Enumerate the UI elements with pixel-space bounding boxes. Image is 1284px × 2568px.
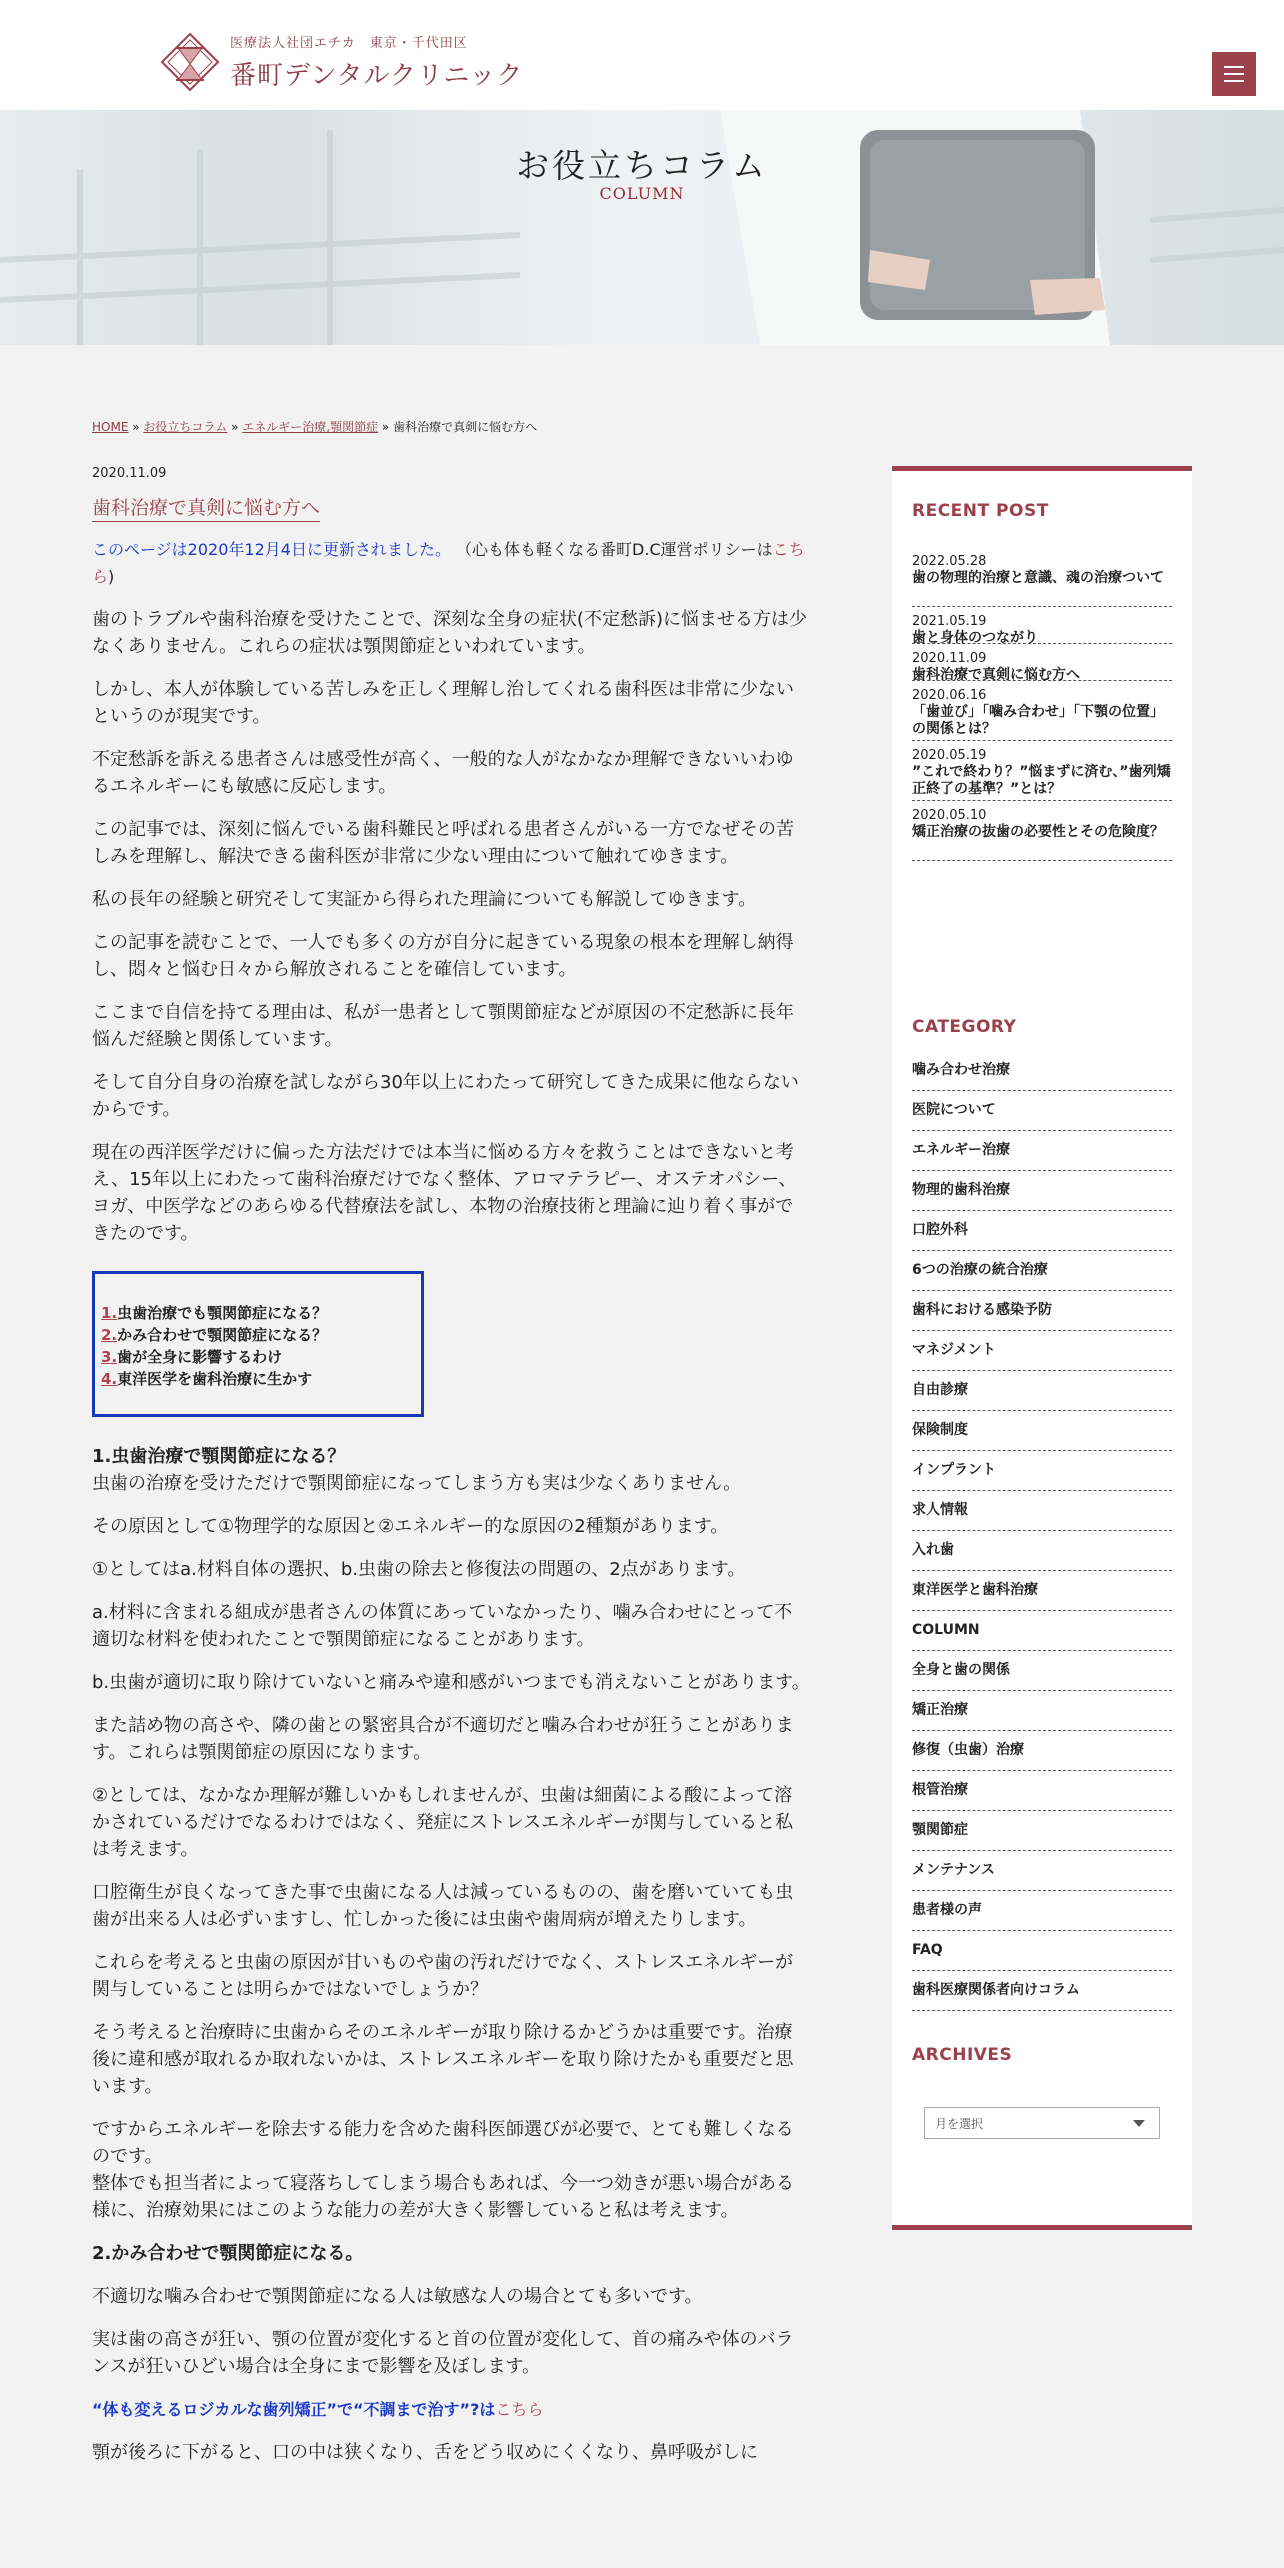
chevron-down-icon <box>1133 2120 1145 2127</box>
paragraph: 私の長年の経験と研究そして実証から得られた理論についても解説してゆきます。 <box>92 889 757 910</box>
breadcrumb <box>92 418 537 435</box>
site-header <box>0 0 1284 110</box>
breadcrumb-separator: » <box>227 420 243 434</box>
breadcrumb-separator: » <box>128 420 144 434</box>
paragraph: 顎が後ろに下がると、口の中は狭くなり、舌をどう収めにくくなり、鼻呼吸がしに <box>92 2442 758 2463</box>
update-notice <box>92 536 810 590</box>
hero-title: お役立ちコラム <box>516 146 768 185</box>
category-item[interactable]: 保険制度 <box>912 1411 1172 1451</box>
hero-subtitle: COLUMN <box>599 184 685 203</box>
policy-note-end: ) <box>108 567 115 586</box>
paragraph: 現在の西洋医学だけに偏った方法だけでは本当に悩める方々を救うことはできないと考え、15年以上にわたって歯科治療だけでなく整体、アロマテラピー、オステオパシー、ヨガ、中医学などのあらゆる代替療法を試し、本物の治療技術と理論に辿り着く事ができたのです。 <box>92 1142 797 1244</box>
category-item[interactable]: 歯科における感染予防 <box>912 1291 1172 1331</box>
paragraph: しかし、本人が体験している苦しみを正しく理解し治してくれる歯科医は非常に少ないというのが現実です。 <box>92 679 794 727</box>
article-body <box>92 536 810 2482</box>
category-item[interactable]: 入れ歯 <box>912 1531 1172 1571</box>
archives-select-value: 月を選択 <box>935 2117 984 2131</box>
related-article-text: “体も変えるロジカルな歯列矯正”で“不調まで治す”?は <box>92 2400 496 2419</box>
section-heading: 1.虫歯治療で顎関節症になる？ <box>92 1446 346 1467</box>
toc-item[interactable] <box>101 1302 415 1324</box>
paragraph: ここまで自信を持てる理由は、私が一患者として顎関節症などが原因の不定愁訴に長年悩んだ経験と関係しています。 <box>92 1002 794 1050</box>
category-item[interactable]: 歯科医療関係者向けコラム <box>912 1971 1172 2011</box>
recent-post-item[interactable] <box>912 801 1172 861</box>
recent-post-heading: RECENT POST <box>912 501 1049 521</box>
toc-number: 1. <box>101 1304 118 1322</box>
recent-post-title: 歯と身体のつながり <box>912 630 1038 646</box>
clinic-logo-icon <box>158 30 222 94</box>
paragraph: 不適切な噛み合わせで顎関節症になる人は敏感な人の場合とても多いです。 <box>92 2286 703 2307</box>
recent-post-date: 2021.05.19 <box>912 614 987 629</box>
paragraph: 歯のトラブルや歯科治療を受けたことで、深刻な全身の症状(不定愁訴)に悩ませる方は少なくありません。これらの症状は顎関節症といわれています。 <box>92 609 807 657</box>
post-title: 歯科治療で真剣に悩む方へ <box>92 493 320 522</box>
breadcrumb-separator: » <box>378 420 394 434</box>
site-logo[interactable] <box>158 30 523 94</box>
paragraph: 不定愁訴を訴える患者さんは感受性が高く、一般的な人がなかなか理解できないいわゆるエネルギーにも敏感に反応します。 <box>92 749 794 797</box>
paragraph: ②としては、なかなか理解が難しいかもしれませんが、虫歯は細菌による酸によって溶かされているだけでなるわけではなく、発症にストレスエネルギーが関与していると私は考えます。 <box>92 1785 794 1860</box>
toc-number: 4. <box>101 1370 118 1388</box>
category-item[interactable]: 医院について <box>912 1091 1172 1131</box>
category-item[interactable]: 求人情報 <box>912 1491 1172 1531</box>
logo-title: 番町デンタルクリニック <box>230 61 524 91</box>
paragraph: そして自分自身の治療を試しながら30年以上にわたって研究してきた成果に他ならないからです。 <box>92 1072 799 1120</box>
toc-text: かみ合わせで顎関節症になる？ <box>117 1326 328 1344</box>
recent-post-date: 2020.05.10 <box>912 808 987 823</box>
breadcrumb-column-link[interactable]: お役立ちコラム <box>143 420 228 434</box>
related-article-link[interactable]: こちら <box>495 2400 544 2419</box>
recent-post-title: 「歯並び」「噛み合わせ」「下顎の位置」の関係とは？ <box>912 704 1164 737</box>
breadcrumb-current: 歯科治療で真剣に悩む方へ <box>393 420 538 434</box>
category-list <box>912 1051 1172 2011</box>
recent-post-title: 矯正治療の抜歯の必要性とその危険度？ <box>912 824 1164 840</box>
toc-text: 歯が全身に影響するわけ <box>117 1348 283 1366</box>
category-item[interactable]: 噛み合わせ治療 <box>912 1051 1172 1091</box>
toc-text: 東洋医学を歯科治療に生かす <box>117 1370 313 1388</box>
category-item[interactable]: 口腔外科 <box>912 1211 1172 1251</box>
archives-heading: ARCHIVES <box>912 2045 1013 2065</box>
update-notice-text: このページは2020年12月4日に更新されました。 <box>92 540 451 559</box>
category-item[interactable]: 全身と歯の関係 <box>912 1651 1172 1691</box>
recent-post-item[interactable] <box>912 741 1172 801</box>
recent-post-date: 2022.05.28 <box>912 554 987 569</box>
related-article-notice <box>92 2396 810 2423</box>
category-item[interactable]: 6つの治療の統合治療 <box>912 1251 1172 1291</box>
toc-number: 2. <box>101 1326 118 1344</box>
post-date: 2020.11.09 <box>92 466 167 481</box>
hero-banner <box>0 110 1284 345</box>
hamburger-icon <box>1224 66 1244 68</box>
category-item[interactable]: 物理的歯科治療 <box>912 1171 1172 1211</box>
recent-post-date: 2020.06.16 <box>912 688 987 703</box>
paragraph: ですからエネルギーを除去する能力を含めた歯科医師選びが必要で、とても難しくなるのです。 整体でも担当者によって寝落ちしてしまう場合もあれば、今一つ効きが悪い場合がある様に、治療効果にはこのような能力の差が大きく影響していると私は考えます。 <box>92 2119 794 2221</box>
logo-subtitle: 医療法人社団エチカ 東京・千代田区 <box>230 36 468 51</box>
menu-button[interactable] <box>1212 52 1256 96</box>
recent-post-item[interactable] <box>912 607 1172 644</box>
toc-item[interactable] <box>101 1368 415 1390</box>
paragraph: a.材料に含まれる組成が患者さんの体質にあっていなかったり、噛み合わせにとって不適切な材料を使われたことで顎関節症になることがあります。 <box>92 1602 793 1650</box>
category-item[interactable]: エネルギー治療 <box>912 1131 1172 1171</box>
recent-post-item[interactable] <box>912 681 1172 741</box>
category-item[interactable]: COLUMN <box>912 1611 1172 1651</box>
paragraph: b.虫歯が適切に取り除けていないと痛みや違和感がいつまでも消えないことがあります。 <box>92 1672 810 1693</box>
policy-link[interactable]: こちら <box>92 540 805 586</box>
recent-post-item[interactable] <box>912 547 1172 607</box>
category-item[interactable]: インプラント <box>912 1451 1172 1491</box>
recent-post-title: ”これで終わり？”悩まずに済む、”歯列矯正終了の基準？”とは？ <box>912 764 1171 797</box>
category-item[interactable]: 根管治療 <box>912 1771 1172 1811</box>
paragraph: 口腔衛生が良くなってきた事で虫歯になる人は減っているものの、歯を磨いていても虫歯が出来る人は必ずいますし、忙しかった後には虫歯や歯周病が増えたりします。 <box>92 1882 794 1930</box>
toc-text: 虫歯治療でも顎関節症になる？ <box>117 1304 328 1322</box>
category-heading: CATEGORY <box>912 1017 1017 1037</box>
category-item[interactable]: マネジメント <box>912 1331 1172 1371</box>
policy-note: （心も体も軽くなる番町D.C運営ポリシーは <box>456 540 773 559</box>
recent-post-title: 歯の物理的治療と意識、魂の治療ついて <box>912 570 1164 586</box>
archives-select[interactable] <box>924 2107 1160 2139</box>
category-item[interactable]: 自由診療 <box>912 1371 1172 1411</box>
category-item[interactable]: 顎関節症 <box>912 1811 1172 1851</box>
paragraph: そう考えると治療時に虫歯からそのエネルギーが取り除けるかどうかは重要です。治療後に違和感が取れるか取れないかは、ストレスエネルギーを取り除けたかも重要だと思います。 <box>92 2022 794 2097</box>
category-item[interactable]: 矯正治療 <box>912 1691 1172 1731</box>
hamburger-icon-line <box>1224 80 1244 82</box>
paragraph: また詰め物の高さや、隣の歯との緊密具合が不適切だと噛み合わせが狂うことがあります。これらは顎関節症の原因になります。 <box>92 1715 794 1763</box>
paragraph: 虫歯の治療を受けただけで顎関節症になってしまう方も実は少なくありません。 <box>92 1473 742 1494</box>
breadcrumb-category-link[interactable]: エネルギー治療,顎関節症 <box>242 420 379 434</box>
recent-post-date: 2020.11.09 <box>912 651 987 666</box>
category-item[interactable]: FAQ <box>912 1931 1172 1971</box>
paragraph: その原因として①物理学的な原因と②エネルギー的な原因の2種類があります。 <box>92 1516 729 1537</box>
paragraph: ①としてはa.材料自体の選択、b.虫歯の除去と修復法の問題の、2点があります。 <box>92 1559 746 1580</box>
toc-number: 3. <box>101 1348 118 1366</box>
recent-post-title: 歯科治療で真剣に悩む方へ <box>912 667 1080 683</box>
recent-post-list <box>912 547 1172 861</box>
breadcrumb-home-link[interactable]: HOME <box>92 420 129 434</box>
category-item[interactable]: 患者様の声 <box>912 1891 1172 1931</box>
section-heading: 2.かみ合わせで顎関節症になる。 <box>92 2243 364 2264</box>
paragraph: この記事では、深刻に悩んでいる歯科難民と呼ばれる患者さんがいる一方でなぜその苦しみを理解し、解決できる歯科医が非常に少ない理由について触れてゆきます。 <box>92 819 794 867</box>
category-item[interactable]: メンテナンス <box>912 1851 1172 1891</box>
recent-post-date: 2020.05.19 <box>912 748 987 763</box>
sidebar <box>892 466 1192 2230</box>
hamburger-icon-line <box>1224 73 1244 75</box>
table-of-contents <box>92 1271 424 1417</box>
toc-item[interactable] <box>101 1324 415 1346</box>
paragraph: 実は歯の高さが狂い、顎の位置が変化すると首の位置が変化して、首の痛みや体のバランスが狂いひどい場合は全身にまで影響を及ぼします。 <box>92 2329 794 2377</box>
category-item[interactable]: 東洋医学と歯科治療 <box>912 1571 1172 1611</box>
toc-item[interactable] <box>101 1346 415 1368</box>
paragraph: これらを考えると虫歯の原因が甘いものや歯の汚れだけでなく、ストレスエネルギーが関与していることは明らかではないでしょうか？ <box>92 1952 794 2000</box>
category-item[interactable]: 修復（虫歯）治療 <box>912 1731 1172 1771</box>
paragraph: この記事を読むことで、一人でも多くの方が自分に起きている現象の根本を理解し納得し、悶々と悩む日々から解放されることを確信しています。 <box>92 932 794 980</box>
recent-post-item[interactable] <box>912 644 1172 681</box>
